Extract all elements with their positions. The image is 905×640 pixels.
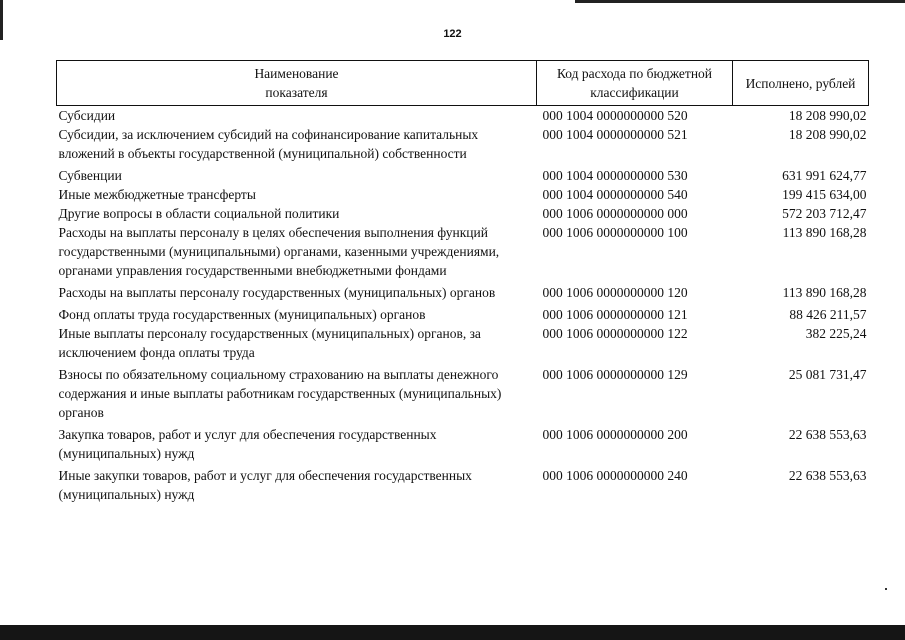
header-name: Наименование показателя: [57, 61, 537, 106]
page-number: 122: [443, 28, 462, 40]
row-amount: 199 415 634,00: [782, 187, 867, 202]
table-row: [57, 106, 869, 126]
budget-table: [56, 60, 869, 504]
row-code: 000 1004 0000000000 521: [542, 127, 688, 142]
row-code: 000 1006 0000000000 100: [542, 225, 688, 240]
row-code: 000 1004 0000000000 520: [542, 108, 688, 123]
row-amount: 113 890 168,28: [782, 225, 867, 240]
row-code: 000 1006 0000000000 200: [542, 427, 688, 442]
row-name: Иные закупки товаров, работ и услуг для обеспечения государственных (муниципальных) нужд: [58, 468, 472, 502]
table-row: [57, 362, 869, 422]
row-amount: 572 203 712,47: [782, 206, 867, 221]
table-body: [57, 106, 869, 505]
row-code: 000 1006 0000000000 122: [542, 326, 688, 341]
row-name: Иные выплаты персоналу государственных (муниципальных) органов, за исключением фонда оплаты труда: [58, 326, 481, 360]
table-row: [57, 302, 869, 324]
row-amount: 113 890 168,28: [782, 285, 867, 300]
table-header: [57, 61, 869, 106]
row-code: 000 1006 0000000000 121: [542, 307, 688, 322]
header-code: Код расхода по бюджетной классификации: [537, 61, 733, 106]
scan-edge-bottom: [0, 625, 905, 640]
row-amount: 88 426 211,57: [789, 307, 867, 322]
scan-speck: [885, 588, 887, 590]
row-amount: 18 208 990,02: [788, 127, 867, 142]
table-row: [57, 163, 869, 185]
row-code: 000 1004 0000000000 540: [542, 187, 688, 202]
row-name: Субсидии, за исключением субсидий на софинансирование капитальных вложений в объекты государственной (муниципальной) собственности: [58, 127, 479, 161]
row-amount: 631 991 624,77: [782, 168, 867, 183]
row-name: Взносы по обязательному социальному страхованию на выплаты денежного содержания и иные выплаты работникам государственных (муниципальных) органов: [58, 367, 502, 420]
table-row: [57, 324, 869, 362]
row-name: Фонд оплаты труда государственных (муниципальных) органов: [58, 307, 426, 322]
row-name: Расходы на выплаты персоналу в целях обеспечения выполнения функций государственными (муниципальными) органами, казенными учреждениями, органами управления государственными внебюджетными фондами: [58, 225, 500, 278]
row-amount: 22 638 553,63: [788, 468, 867, 483]
row-code: 000 1006 0000000000 000: [542, 206, 688, 221]
table-row: [57, 185, 869, 204]
row-name: Иные межбюджетные трансферты: [58, 187, 256, 202]
row-name: Расходы на выплаты персоналу государственных (муниципальных) органов: [58, 285, 496, 300]
table-row: [57, 125, 869, 163]
row-amount: 25 081 731,47: [788, 367, 867, 382]
row-name: Субвенции: [58, 168, 122, 183]
row-amount: 18 208 990,02: [788, 108, 867, 123]
row-name: Закупка товаров, работ и услуг для обеспечения государственных (муниципальных) нужд: [58, 427, 437, 461]
row-code: 000 1004 0000000000 530: [542, 168, 688, 183]
scan-edge-top: [575, 0, 905, 3]
table-row: [57, 204, 869, 223]
table-row: [57, 422, 869, 463]
row-code: 000 1006 0000000000 129: [542, 367, 688, 382]
table-row: [57, 280, 869, 302]
table-row: [57, 463, 869, 504]
row-amount: 382 225,24: [805, 326, 867, 341]
row-name: Субсидии: [58, 108, 116, 123]
row-code: 000 1006 0000000000 120: [542, 285, 688, 300]
row-amount: 22 638 553,63: [788, 427, 867, 442]
table-row: [57, 223, 869, 280]
row-name: Другие вопросы в области социальной политики: [58, 206, 340, 221]
header-amount: Исполнено, рублей: [733, 61, 869, 106]
row-code: 000 1006 0000000000 240: [542, 468, 688, 483]
